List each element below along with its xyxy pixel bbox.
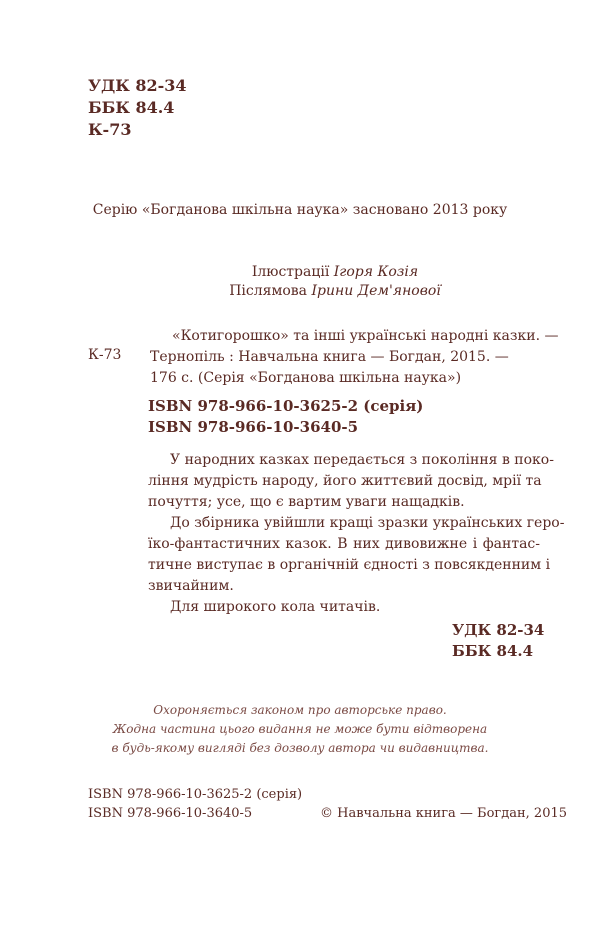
biblio-line: Тернопіль : Навчальна книга — Богдан, 2015. — (150, 349, 509, 365)
annotation-line: почуття; усе, що є вартим уваги нащадків. (148, 494, 465, 510)
isbn-block (148, 396, 423, 438)
udk-block-top (88, 75, 187, 141)
annotation-line: їко-фантастичних казок. В них дивовижне і фантас- (148, 536, 540, 552)
bbk-code: ББК 84.4 (452, 642, 534, 660)
isbn-book: ISBN 978-966-10-3640-5 (148, 418, 359, 436)
illustrations-label: Ілюстрації (251, 264, 330, 280)
udk-block-right (452, 620, 544, 662)
series-note: Серію «Богданова шкільна наука» засновано 2013 року (92, 202, 508, 218)
annotation-line: тичне виступає в органічній єдності з повсякденним і (148, 557, 551, 573)
afterword-author: Ірини Дем'янової (311, 283, 441, 299)
copyright-notice-line: Охороняється законом про авторське право. (153, 703, 447, 717)
footer-isbn-book: ISBN 978-966-10-3640-5 (88, 806, 253, 821)
copyright-notice (0, 701, 600, 758)
bbk-code: ББК 84.4 (88, 98, 175, 117)
publisher-copyright: © Навчальна книга — Богдан, 2015 (320, 806, 568, 821)
footer-isbn (88, 785, 302, 823)
illustrations-credit (0, 263, 600, 282)
annotation-line: До збірника увійшли кращі зразки українських геро- (170, 515, 565, 531)
udk-code: УДК 82-34 (452, 621, 545, 639)
credits (0, 263, 600, 301)
afterword-credit (0, 282, 600, 301)
annotation-line: У народних казках передається з покоління в поко- (170, 452, 554, 468)
bibliographic-description (150, 326, 559, 389)
illustrator-name: Ігоря Козія (333, 264, 419, 280)
annotation (148, 450, 565, 618)
udk-code: УДК 82-34 (88, 76, 187, 95)
author-mark: К-73 (88, 120, 132, 139)
biblio-line: 176 с. (Серія «Богданова шкільна наука») (150, 370, 462, 386)
copyright-notice-line: Жодна частина цього видання не може бути відтворена (112, 722, 488, 736)
biblio-author-mark: К-73 (88, 347, 122, 363)
isbn-series: ISBN 978-966-10-3625-2 (серія) (148, 397, 424, 415)
afterword-label: Післямова (229, 283, 308, 299)
footer-isbn-series: ISBN 978-966-10-3625-2 (серія) (88, 787, 303, 802)
annotation-line: Для широкого кола читачів. (170, 599, 381, 615)
annotation-line: звичайним. (148, 578, 234, 594)
annotation-line: ління мудрість народу, його життєвий досвід, мрії та (148, 473, 542, 489)
biblio-line: «Котигорошко» та інші українські народні казки. — (172, 328, 559, 344)
copyright-notice-line: в будь-якому вигляді без дозволу автора чи видавництва. (111, 741, 489, 755)
